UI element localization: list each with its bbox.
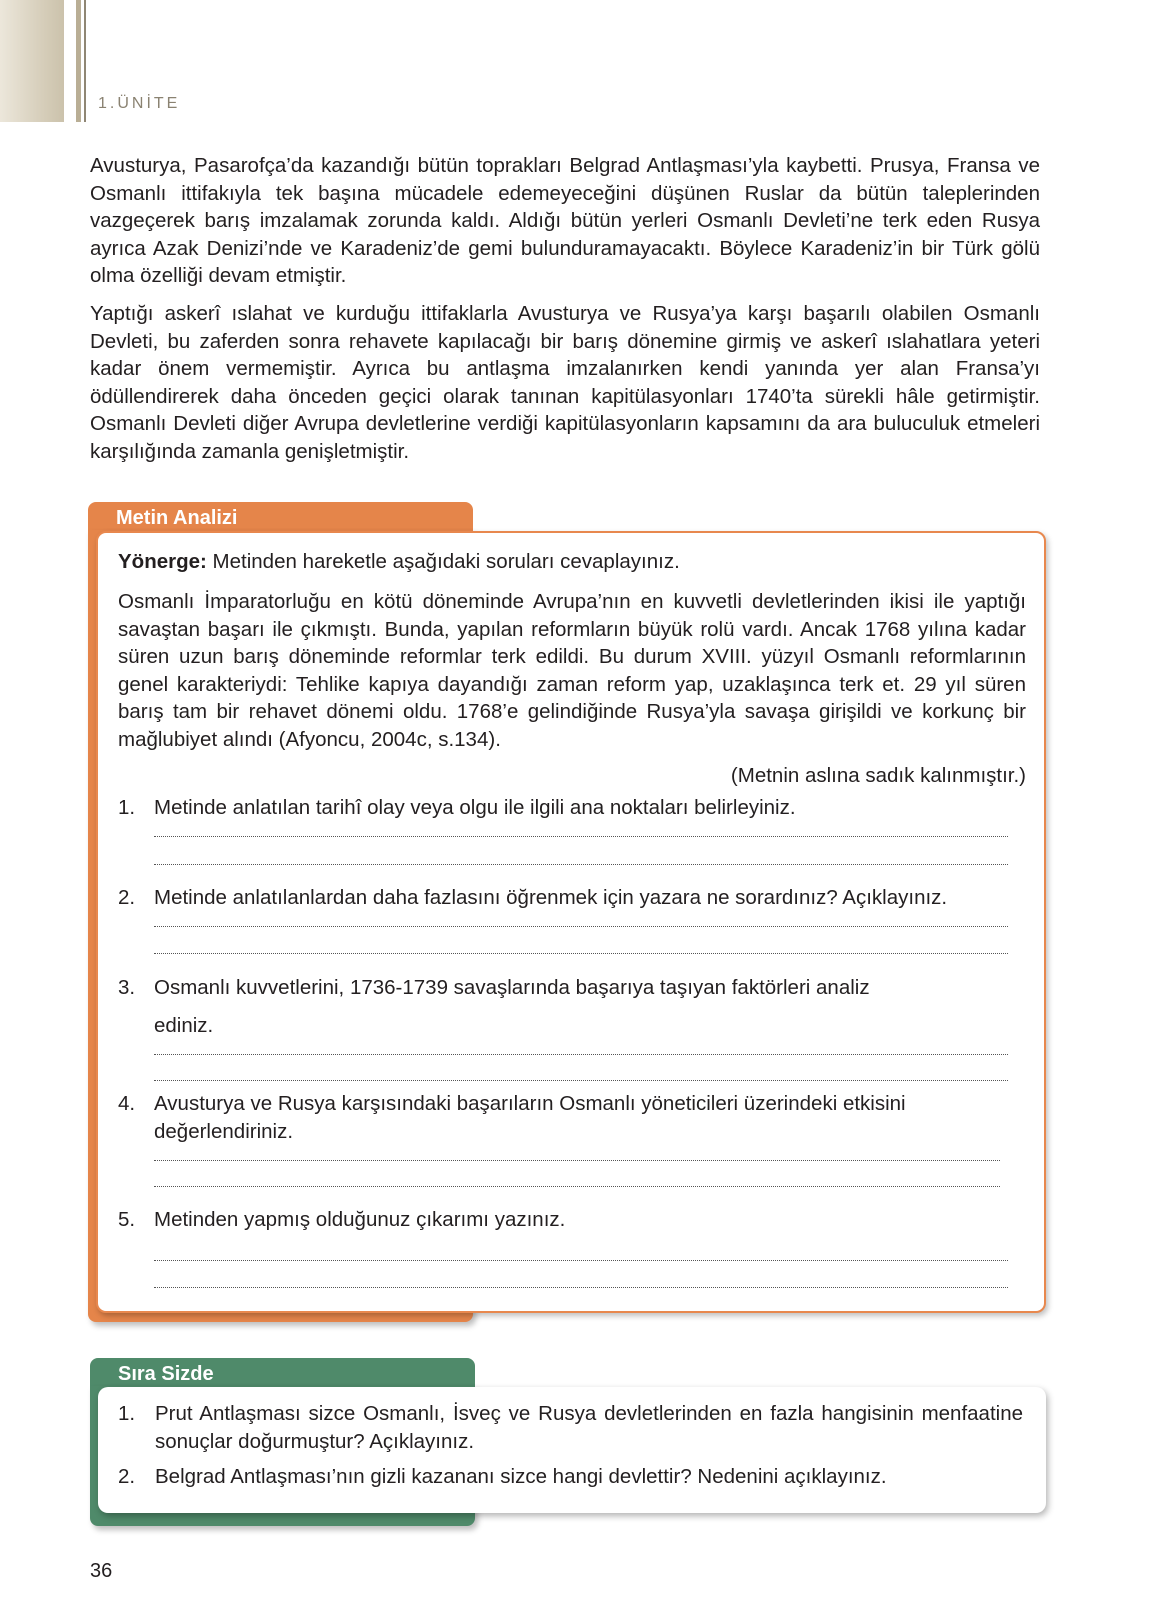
- answer-line-3a[interactable]: [154, 1054, 1008, 1055]
- answer-line-5b[interactable]: [154, 1287, 1008, 1288]
- body-paragraph-1: Avusturya, Pasarofça’da kazandığı bütün toprakları Belgrad Antlaşması’yla kaybetti. Prusya, Fransa ve Osmanlı ittifakıyla tek başına mücadele edemeyeceğini düşünen Ruslar da bütün taleplerinden vazgeçerek barış imzalamak zorunda kaldı. Aldığı bütün yerleri Osmanlı Devleti’ne terk eden Rusya ayrıca Azak Denizi’nde ve Karadeniz’de gemi bulunduramayacaktı. Böylece Karadeniz’in bir Türk gölü olma özelliği devam etmiştir.: [90, 154, 1040, 287]
- question-3-text: Osmanlı kuvvetlerini, 1736-1739 savaşlarında başarıya taşıyan faktörleri analiz: [154, 976, 870, 999]
- instruction-text: Metinden hareketle aşağıdaki soruları cevaplayınız.: [206, 550, 680, 573]
- answer-line-1b[interactable]: [154, 864, 1008, 865]
- header-stripe: [76, 0, 81, 122]
- answer-line-2b[interactable]: [154, 953, 1008, 954]
- question-2-text: Metinde anlatılanlardan daha fazlasını öğrenmek için yazara ne sorardınız? Açıklayınız.: [154, 886, 948, 909]
- analysis-passage: Osmanlı İmparatorluğu en kötü döneminde Avrupa’nın en kuvvetli devletlerinden ikisi ile yaptığı savaştan başarı ile çıkmıştı. Bunda, yapılan reformların büyük rolü vardı. Ancak 1768 yılına kadar süren uzun barış döneminde reformlar terk edildi. Bu durum XVIII. yüzyıl Osmanlı reformlarının genel karakteriydi: Tehlike kapıya dayandığı zaman reform yap, uzaklaşınca terk et. 29 yıl süren barış tam bir rehavet dönemi oldu. 1768’e gelindiğinde Rusya’yla savaşa girişildi ve korkunç bir mağlubiyet alındı (Afyoncu, 2004c, s.134).: [118, 590, 1026, 751]
- answer-line-3b[interactable]: [154, 1080, 1008, 1081]
- practice-1-text: Prut Antlaşması sizce Osmanlı, İsveç ve Rusya devletlerinden en fazla hangisinin menfaatine sonuçlar doğurmuştur? Açıklayınız.: [155, 1402, 1023, 1453]
- answer-line-1a[interactable]: [154, 836, 1008, 837]
- page-number: 36: [90, 1560, 113, 1582]
- practice-tab: Sıra Sizde: [90, 1358, 475, 1396]
- question-4-number: 4.: [118, 1092, 136, 1115]
- question-3-text-cont: ediniz.: [154, 1014, 214, 1037]
- answer-line-5a[interactable]: [154, 1260, 1008, 1261]
- instruction-label: Yönerge:: [118, 550, 207, 573]
- question-5-text: Metinden yapmış olduğunuz çıkarımı yazınız.: [154, 1208, 566, 1231]
- practice-1-number: 1.: [118, 1402, 136, 1425]
- unit-label: 1.ÜNİTE: [98, 95, 181, 112]
- question-4-text: Avusturya ve Rusya karşısındaki başarıların Osmanlı yöneticileri üzerindeki etkisini değerlendiriniz.: [154, 1092, 906, 1143]
- practice-2-text: Belgrad Antlaşması’nın gizli kazananı sizce hangi devlettir? Nedenini açıklayınız.: [155, 1465, 887, 1488]
- question-1-text: Metinde anlatılan tarihî olay veya olgu ile ilgili ana noktaları belirleyiniz.: [154, 796, 796, 819]
- answer-line-2a[interactable]: [154, 926, 1008, 927]
- answer-line-4a[interactable]: [154, 1160, 1000, 1161]
- corner-decoration: [0, 0, 64, 122]
- question-3-number: 3.: [118, 976, 136, 999]
- instruction: [118, 548, 1026, 576]
- practice-2-number: 2.: [118, 1465, 136, 1488]
- body-paragraph-2: Yaptığı askerî ıslahat ve kurduğu ittifaklarla Avusturya ve Rusya’ya karşı başarılı olabilen Osmanlı Devleti, bu zaferden sonra rehavete kapılacağı bir barış dönemine girmiş ve askerî ıslahatlara yeteri kadar önem vermemiştir. Ayrıca bu antlaşma imzalanırken kendi yanında yer alan Fransa’yı ödüllendirerek daha önceden geçici olarak tanınan kapitülasyonları 1740’ta sürekli hâle getirmiştir. Osmanlı Devleti diğer Avrupa devletlerine verdiği kapitülasyonların kapsamını da ara buluculuk etmeleri karşılığında zamanla genişletmiştir.: [90, 302, 1040, 463]
- analysis-tab: Metin Analizi: [88, 502, 473, 540]
- question-2-number: 2.: [118, 886, 136, 909]
- question-1-number: 1.: [118, 796, 136, 819]
- question-5-number: 5.: [118, 1208, 136, 1231]
- source-note: (Metnin aslına sadık kalınmıştır.): [730, 764, 1026, 787]
- answer-line-4b[interactable]: [154, 1186, 1000, 1187]
- header-stripe-thin: [84, 0, 86, 122]
